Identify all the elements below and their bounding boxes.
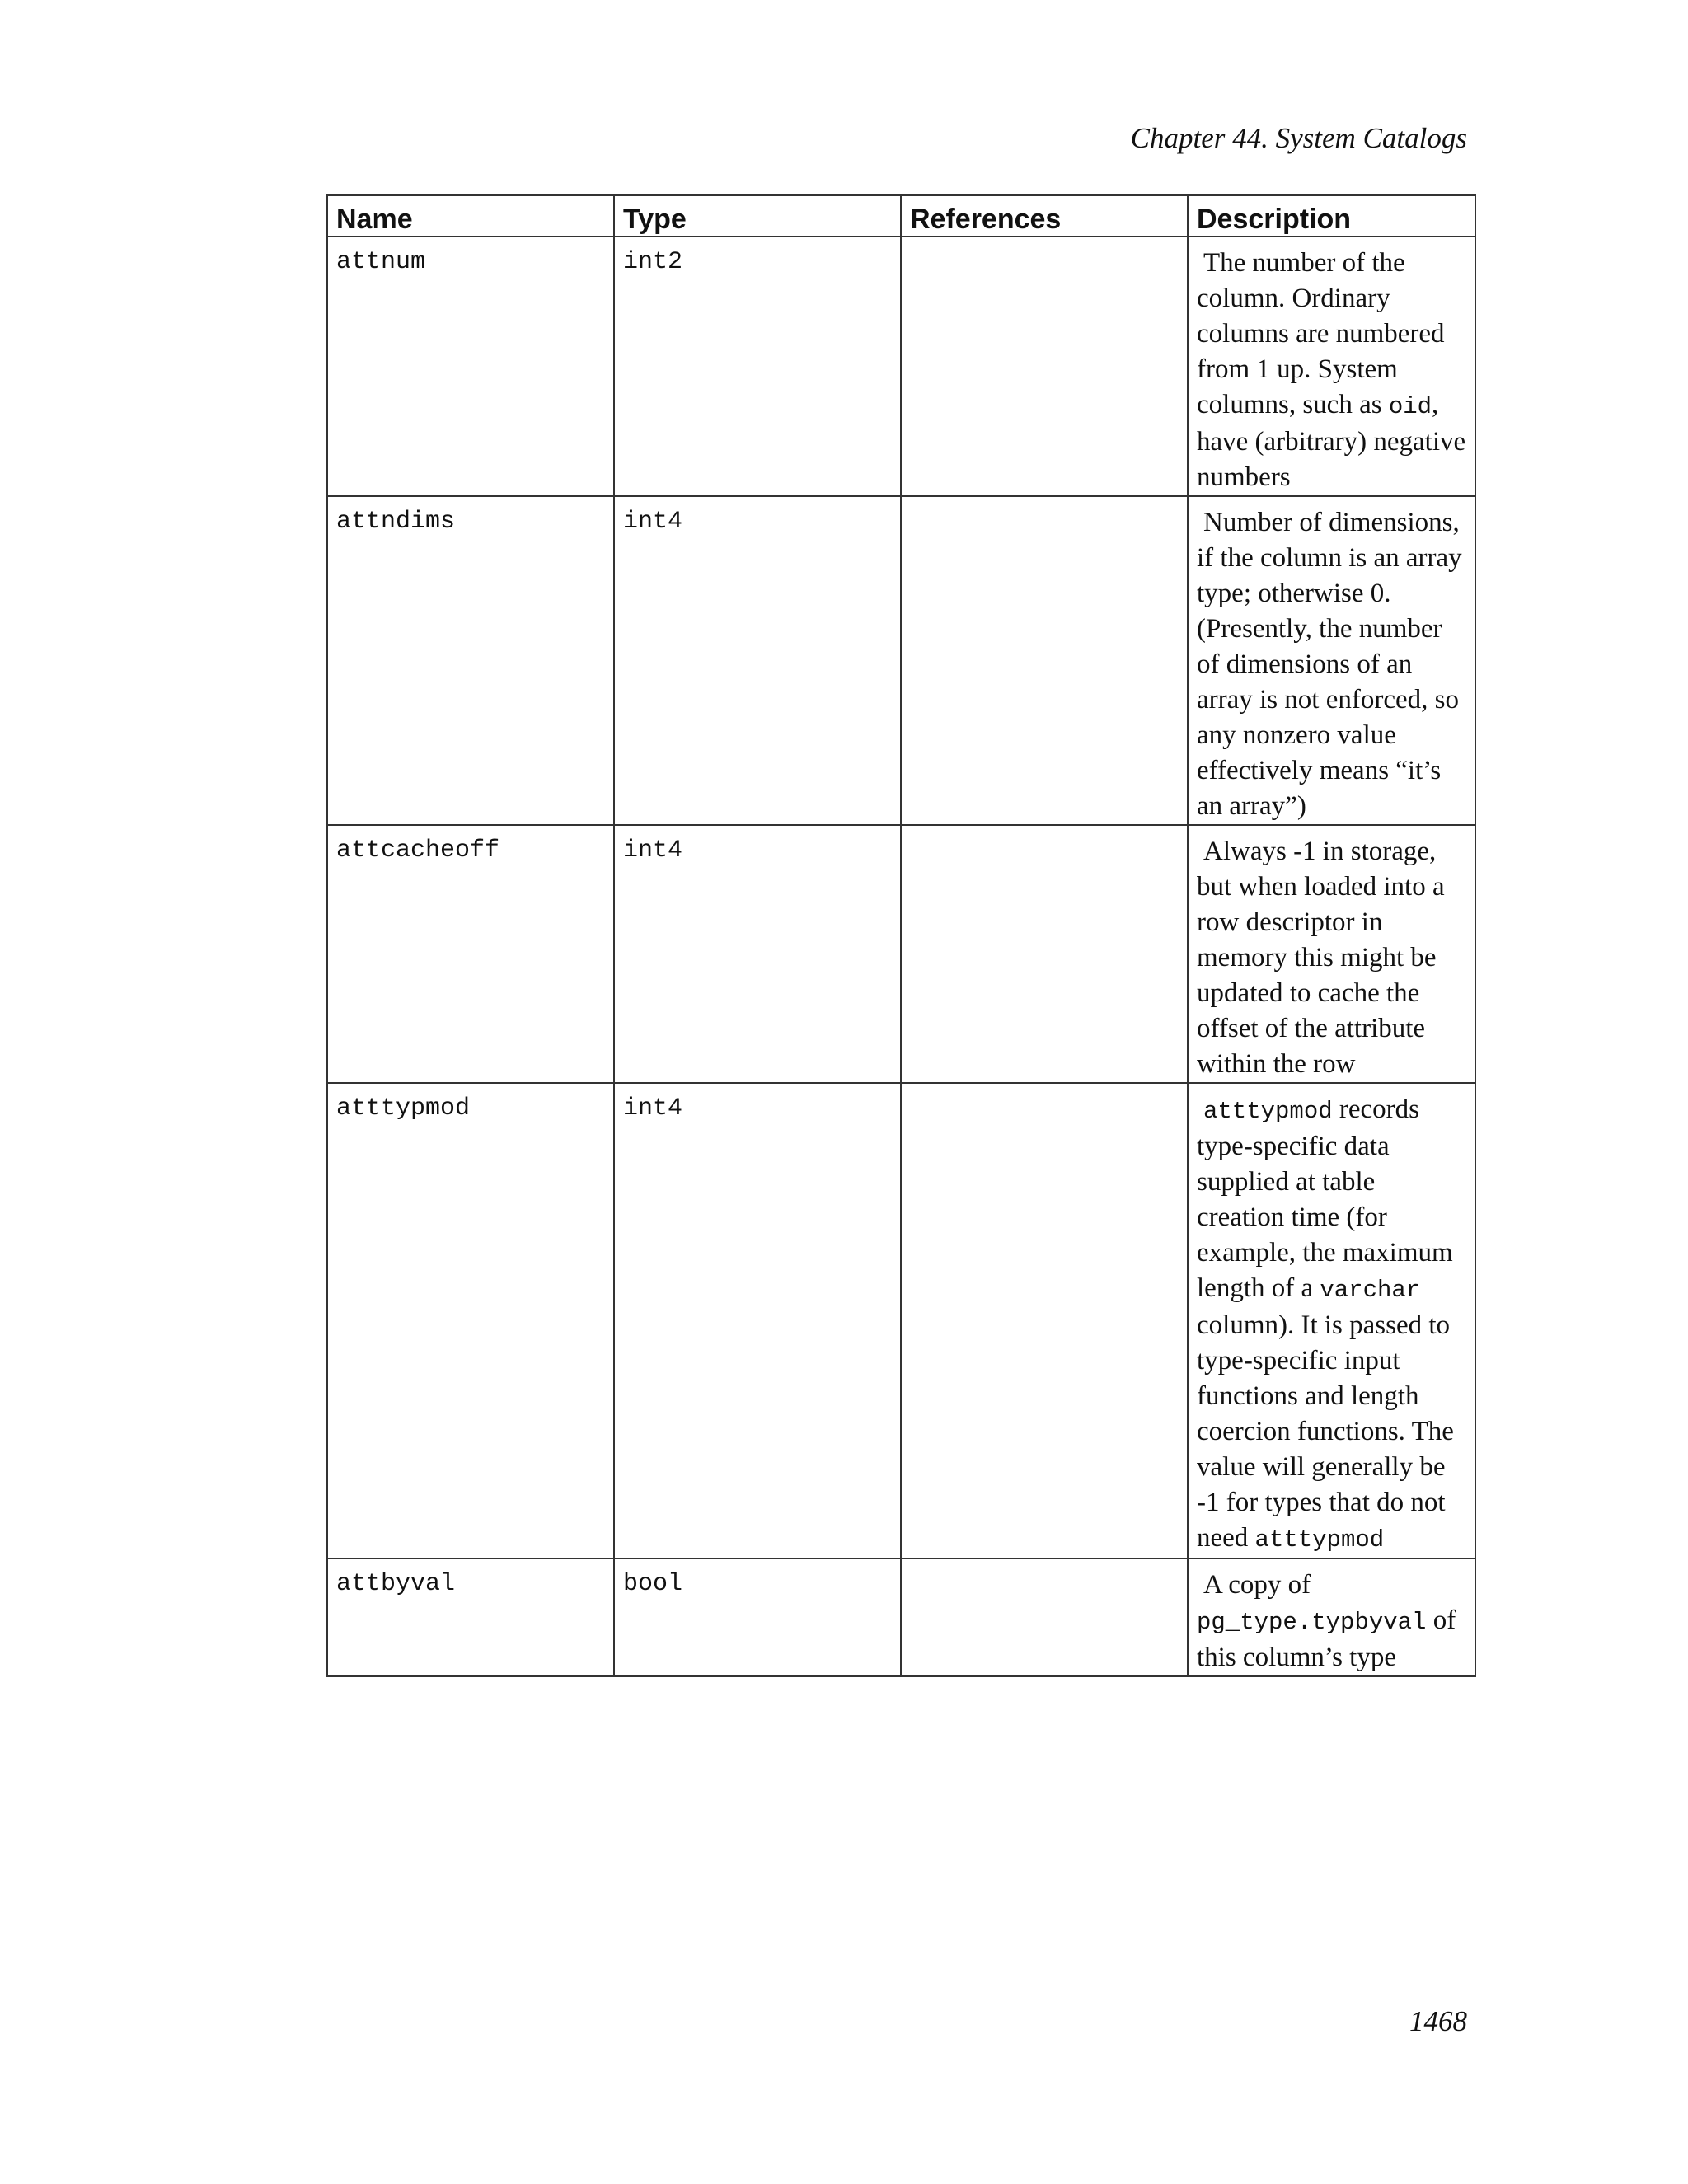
cell-type: int4 bbox=[614, 1083, 901, 1558]
description-code: pg_type.typbyval bbox=[1197, 1609, 1427, 1636]
cell-name: attbyval bbox=[327, 1558, 614, 1676]
cell-type: bool bbox=[614, 1558, 901, 1676]
column-header-references: References bbox=[901, 195, 1188, 237]
cell-name: attndims bbox=[327, 496, 614, 825]
description-text: Always -1 in storage, but when loaded into a row descriptor in memory this might be updated to cache the offset of the attribute within the row bbox=[1197, 837, 1445, 1079]
table-row bbox=[327, 237, 1475, 496]
cell-references bbox=[901, 237, 1188, 496]
description-code: atttypmod bbox=[1203, 1098, 1333, 1125]
description-code: varchar bbox=[1320, 1277, 1421, 1304]
description-text: Number of dimensions, if the column is an array type; otherwise 0. (Presently, the number of dimensions of an array is not enforced, so any nonzero value effectively means “it’s an array”) bbox=[1197, 508, 1462, 821]
cell-description bbox=[1188, 237, 1475, 496]
cell-references bbox=[901, 1558, 1188, 1676]
table-row bbox=[327, 825, 1475, 1083]
table-row bbox=[327, 496, 1475, 825]
cell-name: attnum bbox=[327, 237, 614, 496]
cell-type: int4 bbox=[614, 825, 901, 1083]
catalog-columns-table bbox=[326, 194, 1476, 1677]
cell-references bbox=[901, 825, 1188, 1083]
page-number: 1468 bbox=[1409, 2005, 1467, 2037]
table-header-row bbox=[327, 195, 1475, 237]
cell-description bbox=[1188, 1083, 1475, 1558]
description-text: column). It is passed to type-specific input functions and length coercion functions. The value will generally be -1 for types that do not need bbox=[1197, 1310, 1454, 1553]
table-row bbox=[327, 1558, 1475, 1676]
column-header-description: Description bbox=[1188, 195, 1475, 237]
description-code: oid bbox=[1388, 393, 1432, 420]
description-text: , have (arbitrary) negative numbers bbox=[1197, 390, 1466, 492]
description-text: A copy of bbox=[1203, 1570, 1311, 1600]
cell-name: atttypmod bbox=[327, 1083, 614, 1558]
description-code: atttypmod bbox=[1254, 1526, 1385, 1554]
cell-description bbox=[1188, 496, 1475, 825]
cell-type: int2 bbox=[614, 237, 901, 496]
cell-references bbox=[901, 1083, 1188, 1558]
running-header: Chapter 44. System Catalogs bbox=[1130, 122, 1467, 154]
cell-references bbox=[901, 496, 1188, 825]
cell-description bbox=[1188, 825, 1475, 1083]
column-header-name: Name bbox=[327, 195, 614, 237]
column-header-type: Type bbox=[614, 195, 901, 237]
cell-type: int4 bbox=[614, 496, 901, 825]
description-text: of this column’s type bbox=[1197, 1605, 1456, 1672]
cell-name: attcacheoff bbox=[327, 825, 614, 1083]
description-text: The number of the column. Ordinary columns are numbered from 1 up. System columns, such as bbox=[1197, 248, 1445, 419]
table-row bbox=[327, 1083, 1475, 1558]
cell-description bbox=[1188, 1558, 1475, 1676]
description-text: records type-specific data supplied at table creation time (for example, the maximum length of a bbox=[1197, 1094, 1453, 1303]
